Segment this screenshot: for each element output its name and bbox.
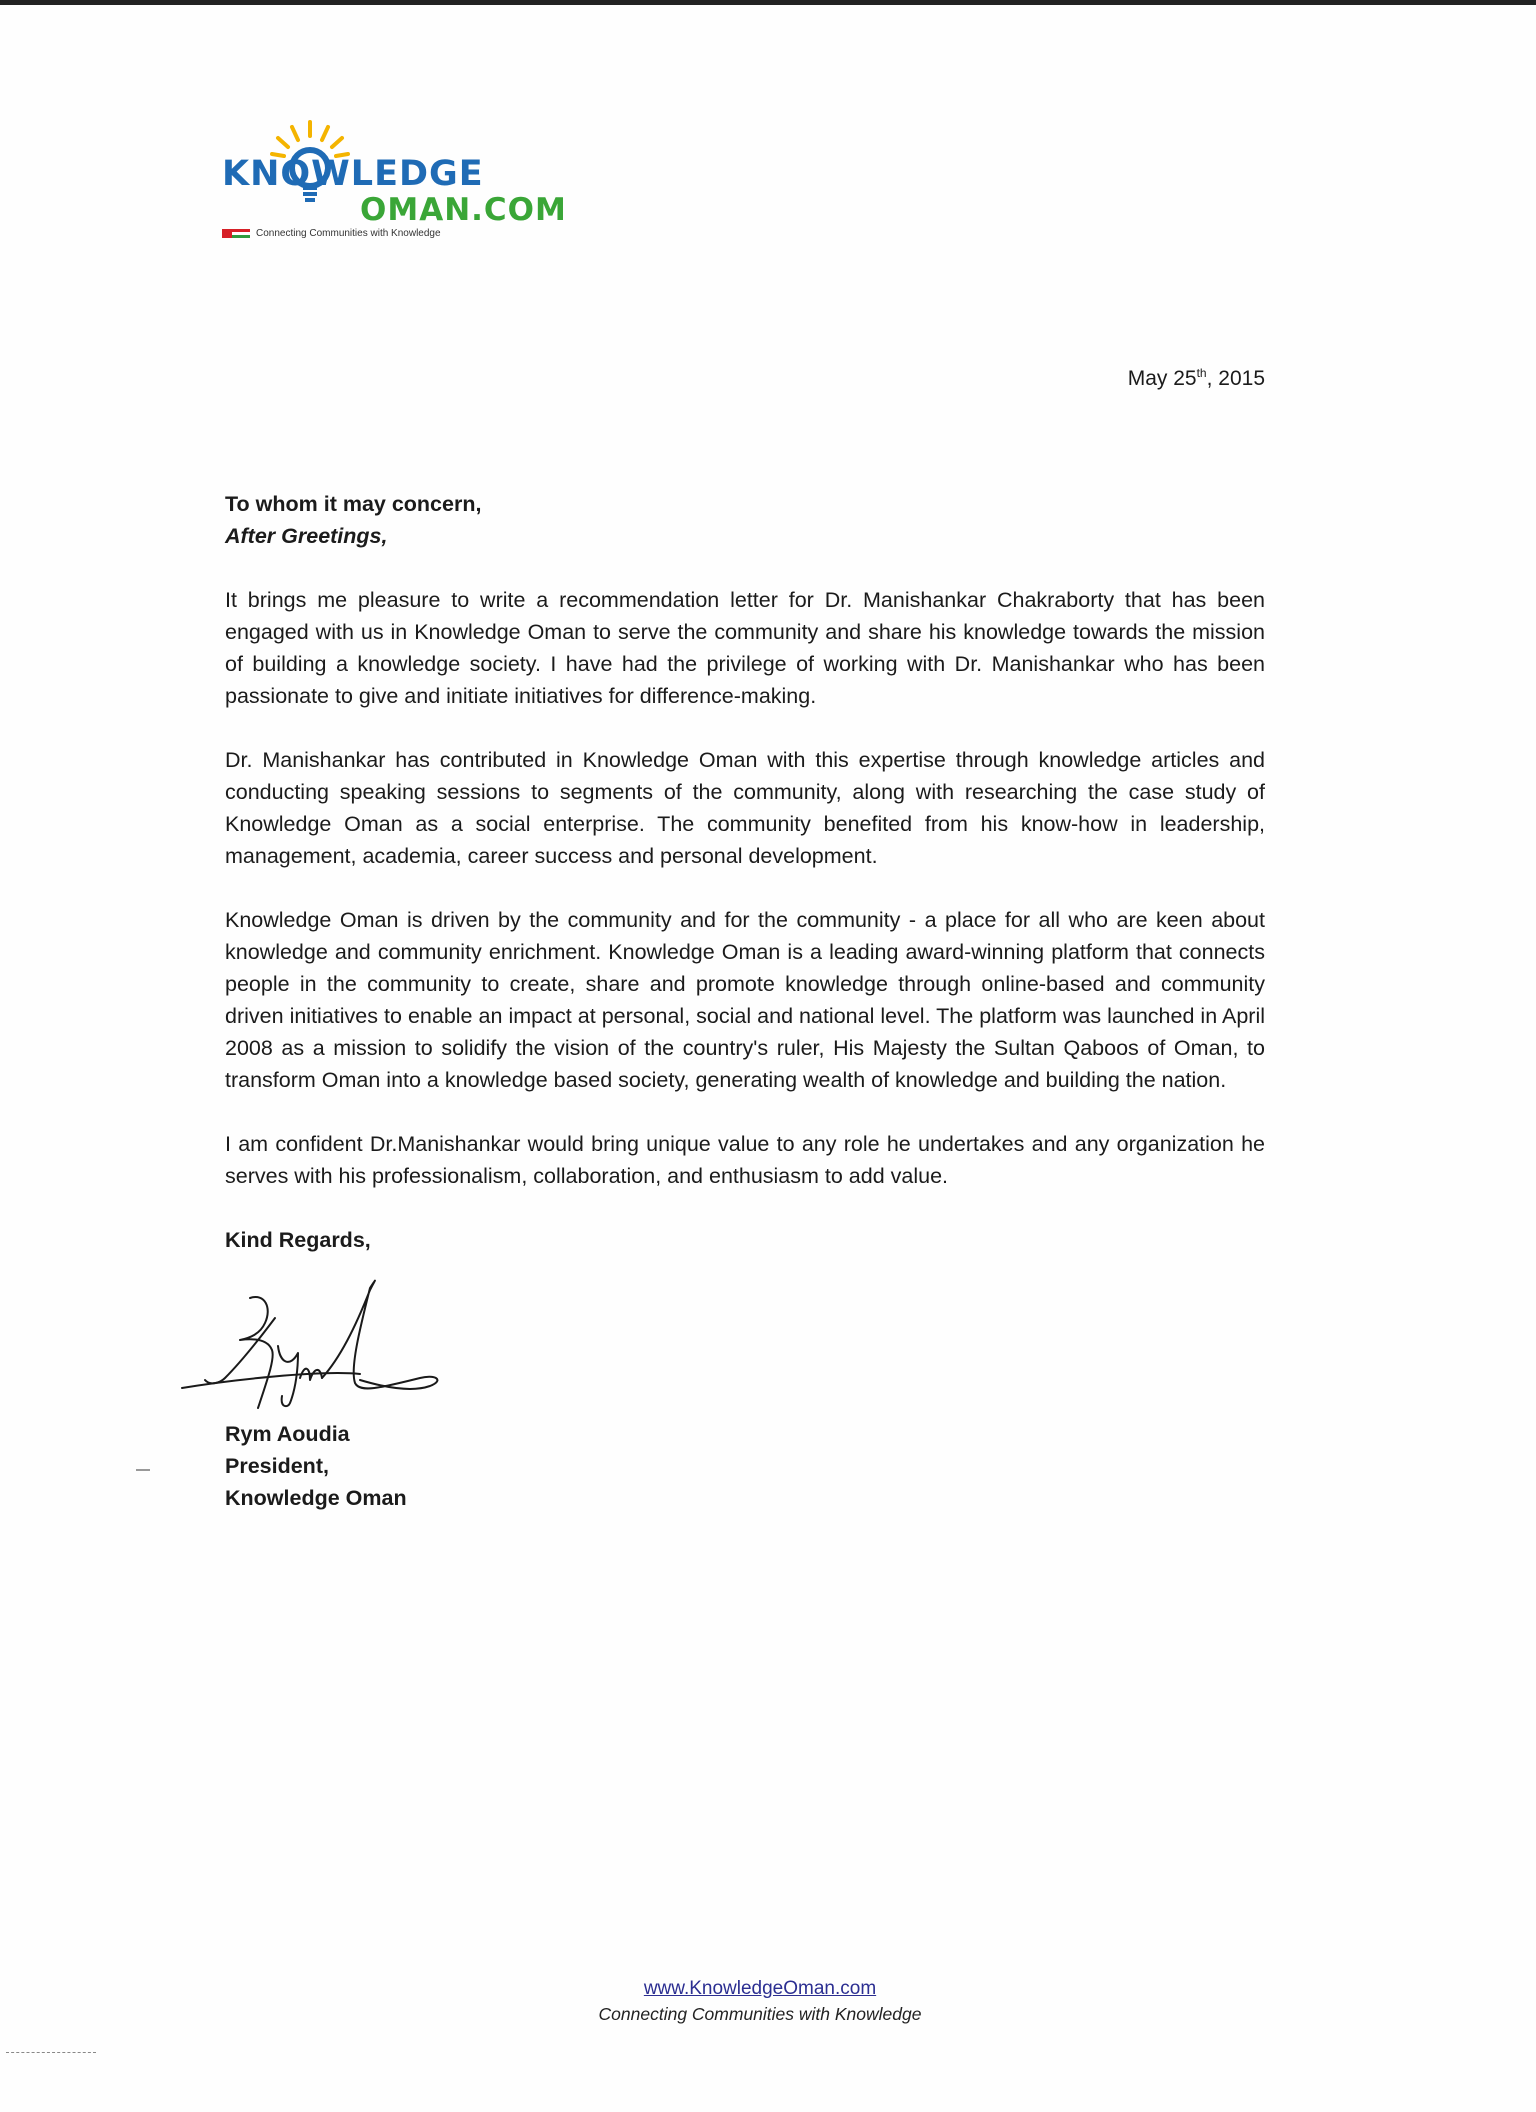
scan-top-edge	[0, 0, 1536, 5]
logo-tagline	[222, 228, 441, 239]
paragraph-introduction: It brings me pleasure to write a recommendation letter for Dr. Manishankar Chakraborty that has been engaged with us in Knowledge Oman to serve the community and share his knowledge towards the mission of building a knowledge society. I have had the privilege of working with Dr. Manishankar who has been passionate to give and initiate initiatives for difference-making.	[225, 588, 1265, 708]
date-day: May 25	[1127, 367, 1197, 390]
scan-artifact-bottom	[6, 2052, 96, 2054]
letter-date	[1128, 366, 1265, 391]
signoff-block	[225, 1418, 407, 1514]
knowledge-oman-logo	[222, 118, 582, 248]
signatory-name: Rym Aoudia	[225, 1422, 350, 1446]
oman-flag-icon	[222, 229, 250, 238]
signatory-organization: Knowledge Oman	[225, 1486, 407, 1510]
logo-text-knowledge: KNOWLEDGE	[222, 154, 484, 194]
closing: Kind Regards,	[225, 1228, 371, 1252]
signatory-title: President,	[225, 1454, 329, 1478]
letter-body	[225, 488, 1265, 1256]
date-ordinal: th	[1196, 366, 1207, 380]
greeting: After Greetings,	[225, 524, 388, 548]
logo-tagline-text: Connecting Communities with Knowledge	[256, 228, 441, 239]
paragraph-endorsement: I am confident Dr.Manishankar would bring unique value to any role he undertakes and any organization he serves with his professionalism, collaboration, and enthusiasm to add value.	[225, 1132, 1265, 1188]
paragraph-contributions: Dr. Manishankar has contributed in Knowledge Oman with this expertise through knowledge articles and conducting speaking sessions to segments of the community, along with researching the case study of Knowledge Oman as a social enterprise. The community benefited from his know-how in leadership, management, academia, career success and personal development.	[225, 748, 1265, 868]
website-link[interactable]: www.KnowledgeOman.com	[643, 1978, 877, 1999]
scan-artifact	[136, 1469, 150, 1471]
footer-tagline: Connecting Communities with Knowledge	[598, 2004, 922, 2024]
letter-footer	[0, 1976, 1536, 2026]
logo-text-oman-com: OMAN.COM	[360, 192, 567, 228]
paragraph-about-organization: Knowledge Oman is driven by the community and for the community - a place for all who are keen about knowledge and community enrichment. Knowledge Oman is a leading award-winning platform that connects people in the community to create, share and promote knowledge through online-based and community driven initiatives to enable an impact at personal, social and national level. The platform was launched in April 2008 as a mission to solidify the vision of the country's ruler, His Majesty the Sultan Qaboos of Oman, to transform Oman into a knowledge based society, generating wealth of knowledge and building the nation.	[225, 908, 1265, 1092]
salutation: To whom it may concern,	[225, 492, 482, 516]
date-year: , 2015	[1206, 367, 1265, 390]
